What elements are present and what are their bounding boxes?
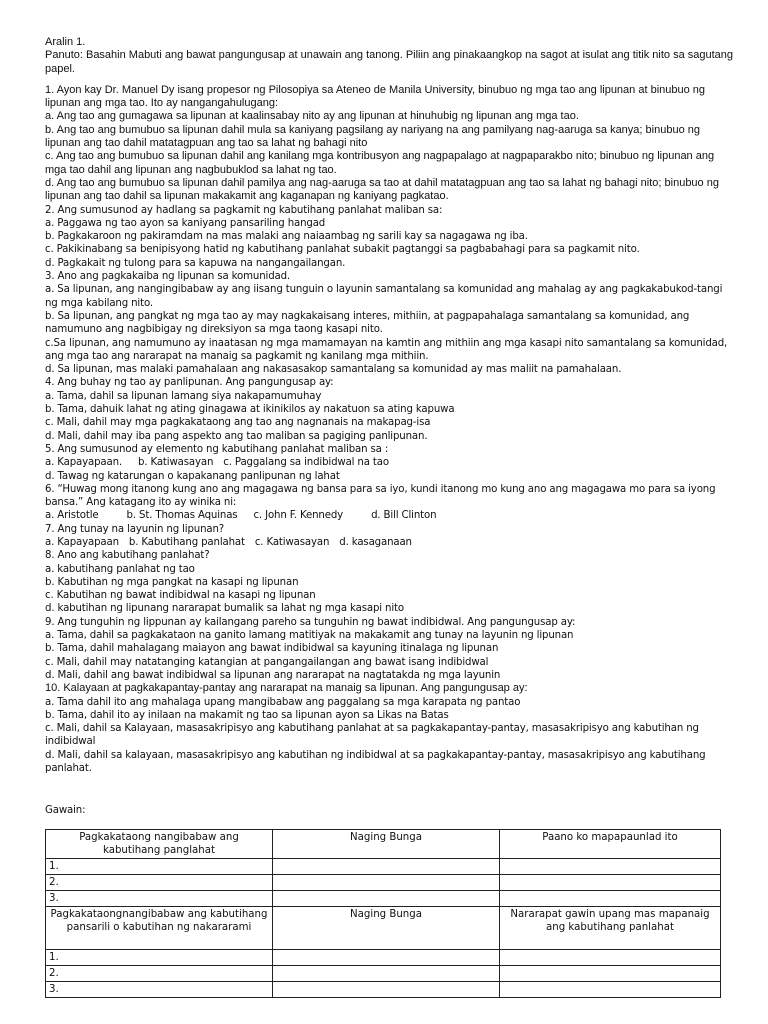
question-4 <box>45 376 735 442</box>
choice-b: b. Katiwasayan <box>138 457 214 469</box>
choice-c: c. Paggalang sa indibidwal na tao <box>223 457 389 469</box>
choice-c: c. John F. Kennedy <box>253 510 344 522</box>
question-1 <box>45 84 735 204</box>
choice-c: c. Mali, dahil may natatanging katangian at pangangailangan ang bawat isang indibidwal <box>45 656 489 668</box>
choice-d: d. kasaganaan <box>339 536 412 548</box>
answer-cell[interactable] <box>273 965 500 981</box>
choice-b: b. Kabutihan ng mga pangkat na kasapi ng lipunan <box>45 576 299 588</box>
question-stem: 5. Ang sumusunod ay elemento ng kabutihang panlahat maliban sa : <box>45 443 389 455</box>
choice-d: d. Sa lipunan, mas malaki pamahalaan ang nakasasakop samantalang sa komunidad ay mas maliit na pamahalaan. <box>45 364 622 376</box>
choice-b: b. Sa lipunan, ang pangkat ng mga tao ay may nagkakaisang interes, mithiin, at pagpapahalaga samantalang sa komunidad, ang namumuno ang nagbibigay ng direksiyon sa mga taong kasapi nito. <box>45 310 690 336</box>
question-6 <box>45 483 735 523</box>
choice-d: d. Mali, dahil ang bawat indibidwal sa lipunan ang nararapat na nagtatakda ng mga layunin <box>45 669 501 681</box>
choice-d: d. Pagkakait ng tulong para sa kapuwa na nangangailangan. <box>45 257 346 269</box>
answer-cell[interactable] <box>500 858 721 874</box>
answer-cell[interactable] <box>500 965 721 981</box>
answer-cell[interactable] <box>273 890 500 906</box>
choice-b: b. Pagkakaroon ng pakiramdam na mas malaki ang naiaambag ng sarili kay sa nagagawa ng iba. <box>45 231 528 243</box>
row-number: 1. <box>46 858 273 874</box>
choice-d: d. Mali, dahil may iba pang aspekto ang tao maliban sa pagiging panlipunan. <box>45 430 428 442</box>
choice-a: a. Kapayapaan. <box>45 457 122 469</box>
choice-a: a. Aristotle <box>45 510 99 522</box>
header-cell: Naging Bunga <box>273 906 500 949</box>
header-cell: Paano ko mapapaunlad ito <box>500 829 721 858</box>
question-2 <box>45 204 735 270</box>
choice-b: b. Kabutihang panlahat <box>128 536 245 548</box>
header-cell: Pagkakataongnangibabaw ang kabutihang pansarili o kabutihan ng nakararami <box>46 906 273 949</box>
table-header-row <box>46 906 721 949</box>
choice-d: d. Mali, dahil sa kalayaan, masasakripisyo ang kabutihan ng indibidwal at sa pagkakapantay-pantay, masasakripisyo ang kabutihang panlahat. <box>45 749 706 775</box>
answer-cell[interactable] <box>273 874 500 890</box>
choice-a: a. Ang tao ang gumagawa sa lipunan at kaalinsabay nito ay ang lipunan at hinuhubig ng lipunan ang mga tao. <box>45 110 579 123</box>
choice-c: c.Sa lipunan, ang namumuno ay inaatasan ng mga mamamayan na kamtin ang mithiin ang mga kasapi nito samantalang sa komunidad, ang mga tao ang nararapat na manaig sa pagkamit ng kanilang mga mithiin. <box>45 337 728 362</box>
choice-b: b. Tama, dahil mahalagang maiayon ang bawat indibidwal sa kayuning itinalaga ng lipunan <box>45 643 499 655</box>
worksheet-page <box>45 36 735 998</box>
choice-d: d. Ang tao ang bumubuo sa lipunan dahil pamilya ang nag-aaruga sa tao at dahil matatagpuan ang tao sa lahat ng bahagi nito; binubuo ng lipunan ang tao dahil sa lipunan makakamit ang kaganapan ng kaniyang pagkatao. <box>45 176 719 203</box>
question-3 <box>45 270 735 376</box>
choice-c: c. Mali, dahil may mga pagkakataong ang tao ang nagnanais na makapag-isa <box>45 417 431 429</box>
row-number: 2. <box>46 965 273 981</box>
choice-a: a. Kapayapaan <box>45 536 119 548</box>
question-5 <box>45 443 735 483</box>
answer-cell[interactable] <box>273 981 500 997</box>
table-row <box>46 949 721 965</box>
choice-c: c. Katiwasayan <box>254 536 330 548</box>
question-stem: 10. Kalayaan at pagkakapantay-pantay ang nararapat na manaig sa lipunan. Ang pangungusap ay: <box>45 682 528 695</box>
header-cell: Nararapat gawin upang mas mapanaig ang kabutihang panlahat <box>500 906 721 949</box>
choice-row <box>45 509 735 522</box>
header-cell: Naging Bunga <box>273 829 500 858</box>
question-stem: 8. Ano ang kabutihang panlahat? <box>45 550 210 562</box>
row-number: 3. <box>46 981 273 997</box>
answer-cell[interactable] <box>500 949 721 965</box>
question-10 <box>45 682 735 775</box>
question-stem: 4. Ang buhay ng tao ay panlipunan. Ang pangungusap ay: <box>45 377 334 389</box>
question-stem: 1. Ayon kay Dr. Manuel Dy isang propesor ng Pilosopiya sa Ateneo de Manila University, binubuo ng mga tao ang lipunan at binubuo ng lipunan ang mga tao. Ito ay nangangahulugang: <box>45 83 706 110</box>
gawain-table <box>45 829 721 998</box>
choice-d: d. Bill Clinton <box>371 510 437 522</box>
answer-cell[interactable] <box>273 949 500 965</box>
choice-c: c. Ang tao ang bumubuo sa lipunan dahil ang kanilang mga kontribusyon ang nagpapalago at nagpaparakbo nito; binubuo ng lipunan ang mga tao dahil ang lipunan ang nagbubuklod sa lahat ng tao. <box>45 150 715 176</box>
row-number: 3. <box>46 890 273 906</box>
table-header-row <box>46 829 721 858</box>
table-row <box>46 981 721 997</box>
table-row <box>46 965 721 981</box>
choice-b: b. St. Thomas Aquinas <box>126 510 238 522</box>
question-7 <box>45 523 735 550</box>
question-8 <box>45 549 735 615</box>
row-number: 1. <box>46 949 273 965</box>
choice-b: b. Tama, dahuik lahat ng ating ginagawa at ikinikilos ay nakatuon sa ating kapuwa <box>45 404 455 416</box>
choice-a: a. kabutihang panlahat ng tao <box>45 563 195 575</box>
choice-c: c. Mali, dahil sa Kalayaan, masasakripisyo ang kabutihang panlahat at sa pagkakapantay-pantay, masasakripisyo ang kabutihan ng indibidwal <box>45 723 699 748</box>
question-9 <box>45 616 735 682</box>
table-row <box>46 858 721 874</box>
table-row <box>46 890 721 906</box>
table-row <box>46 874 721 890</box>
choice-d: d. Tawag ng katarungan o kapakanang panlipunan ng lahat <box>45 470 340 482</box>
choice-row <box>45 536 735 549</box>
question-stem: 7. Ang tunay na layunin ng lipunan? <box>45 523 225 535</box>
choice-a: a. Paggawa ng tao ayon sa kaniyang pansariling hangad <box>45 217 326 229</box>
answer-cell[interactable] <box>500 981 721 997</box>
answer-cell[interactable] <box>500 890 721 906</box>
choice-row <box>45 456 735 469</box>
question-stem: 9. Ang tunguhin ng lippunan ay kailangang pareho sa tunguhin ng bawat indibidwal. Ang pangungusap ay: <box>45 616 576 628</box>
gawain-label: Gawain: <box>45 805 86 817</box>
header-cell: Pagkakataong nangibabaw ang kabutihang panglahat <box>46 829 273 858</box>
question-stem: 3. Ano ang pagkakaiba ng lipunan sa komunidad. <box>45 271 291 283</box>
directions: Panuto: Basahin Mabuti ang bawat pangungusap at unawain ang tanong. Piliin ang pinakaangkop na sagot at isulat ang titik nito sa sagutang papel. <box>45 49 734 75</box>
choice-a: a. Sa lipunan, ang nangingibabaw ay ang iisang tunguin o layunin samantalang sa komunidad ang mahalag ay ang pagkakabukod-tangi ng mga kabilang nito. <box>45 284 723 309</box>
choice-c: c. Pakikinabang sa benipisyong hatid ng kabutihang panlahat subakit pagtanggi sa pagbabahagi para sa pagkamit nito. <box>45 244 640 256</box>
choice-b: b. Ang tao ang bumubuo sa lipunan dahil mula sa kaniyang pagsilang ay nariyang na ang pamilyang nag-aaruga sa kanya; binubuo ng lipunan ang tao dahil matatagpuan ang tao sa lahat ng bahagi nito <box>45 123 700 150</box>
lesson-title: Aralin 1. <box>45 36 86 48</box>
choice-a: a. Tama, dahil sa pagkakataon na ganito lamang matitiyak na makakamit ang tunay na layunin ng lipunan <box>45 630 574 642</box>
choice-c: c. Kabutihan ng bawat indibidwal na kasapi ng lipunan <box>45 590 316 602</box>
choice-a: a. Tama, dahil sa lipunan lamang siya nakapamumuhay <box>45 390 322 402</box>
question-stem: 6. “Huwag mong itanong kung ano ang magagawa ng bansa para sa iyo, kundi itanong mo kung ano ang magagawa mo para sa iyong bansa.” Ang katagang ito ay winika ni: <box>45 483 716 509</box>
answer-cell[interactable] <box>273 858 500 874</box>
answer-cell[interactable] <box>500 874 721 890</box>
choice-b: b. Tama, dahil ito ay inilaan na makamit ng tao sa lipunan ayon sa Likas na Batas <box>45 709 449 721</box>
row-number: 2. <box>46 874 273 890</box>
question-stem: 2. Ang sumusunod ay hadlang sa pagkamit ng kabutihang panlahat maliban sa: <box>45 204 443 216</box>
choice-a: a. Tama dahil ito ang mahalaga upang mangibabaw ang paggalang sa mga karapata ng pantao <box>45 696 521 708</box>
choice-d: d. kabutihan ng lipunang nararapat bumalik sa lahat ng mga kasapi nito <box>45 603 404 615</box>
